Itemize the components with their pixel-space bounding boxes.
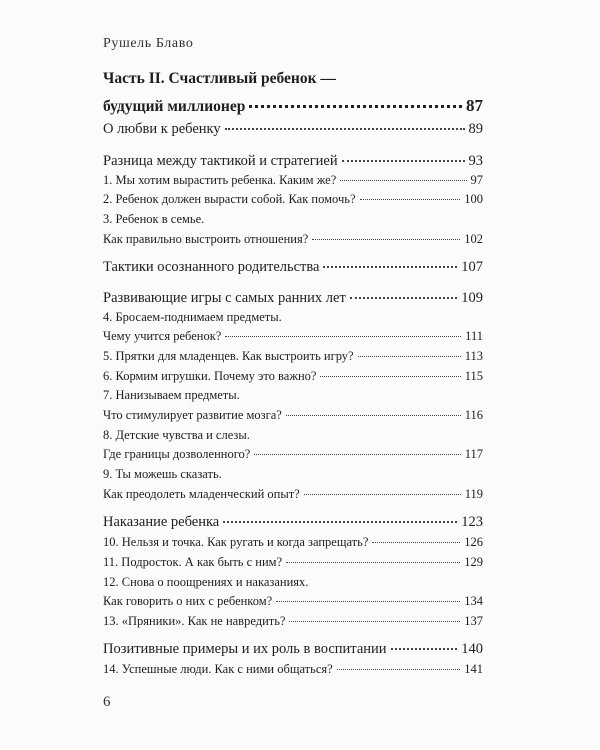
toc-subentry: [103, 212, 483, 227]
toc-subentry: [103, 310, 483, 325]
toc-entry-text: 13. «Пряники». Как не навредить?: [103, 614, 286, 628]
toc-subentry: [103, 555, 483, 570]
toc-subentry: [103, 173, 483, 188]
leader-dots: [304, 494, 461, 495]
leader-dots: [323, 266, 457, 268]
part-title-line1: [103, 70, 483, 88]
toc-entry-text: Как говорить о них с ребенком?: [103, 594, 273, 608]
toc-entry-page: 117: [464, 447, 483, 461]
toc-chapter: [103, 514, 483, 531]
leader-dots: [391, 648, 458, 650]
toc-chapter: [103, 153, 483, 170]
toc-entry-text: 3. Ребенок в семье.: [103, 212, 205, 226]
leader-dots: [276, 601, 460, 602]
leader-dots: [286, 415, 461, 416]
toc-entry-page: 100: [464, 192, 483, 206]
toc-entry-text: 8. Детские чувства и слезы.: [103, 428, 250, 442]
toc-entry-page: 129: [464, 555, 483, 569]
toc-entry-page: 115: [464, 369, 483, 383]
leader-dots: [358, 356, 461, 357]
leader-dots: [350, 297, 457, 299]
leader-dots: [372, 542, 460, 543]
toc-entry-page: 134: [464, 594, 483, 608]
toc-chapter: [103, 290, 483, 307]
toc-entry-page: 141: [464, 662, 483, 676]
leader-dots: [360, 199, 461, 200]
toc-chapter: [103, 259, 483, 276]
toc-subentry: [103, 369, 483, 384]
toc-entry-text: 9. Ты можешь сказать.: [103, 467, 222, 481]
part-title-line2: [103, 96, 483, 116]
toc-chapter: [103, 641, 483, 658]
toc-entry-page: 93: [468, 153, 483, 169]
toc-entry-page: 111: [465, 329, 483, 343]
toc-entry-page: 140: [461, 641, 483, 657]
page-number: 6: [103, 694, 111, 710]
toc-subentry: [103, 575, 483, 590]
toc-entry-page: 126: [464, 535, 483, 549]
leader-dots: [225, 336, 461, 337]
toc-entry-text: Чему учится ребенок?: [103, 329, 222, 343]
leader-dots: [340, 180, 466, 181]
toc-entry-text: О любви к ребенку: [103, 121, 221, 137]
toc-entry-page: 113: [464, 349, 483, 363]
part-page-number: 87: [466, 96, 483, 115]
toc-subentry: [103, 467, 483, 482]
toc-entry-text: 14. Успешные люди. Как с ними общаться?: [103, 662, 333, 676]
toc-entry-page: 137: [464, 614, 483, 628]
leader-dots: [337, 669, 461, 670]
toc-entry-text: 11. Подросток. А как быть с ним?: [103, 555, 283, 569]
leader-dots: [254, 454, 460, 455]
toc-subentry: [103, 408, 483, 423]
leader-dots: [286, 562, 460, 563]
toc-entry-text: 7. Нанизываем предметы.: [103, 388, 240, 402]
part-title-text: будущий миллионер: [103, 98, 246, 115]
toc-entry-page: 119: [464, 487, 483, 501]
leader-dots: [289, 621, 460, 622]
toc-subentry: [103, 447, 483, 462]
toc-subentry: [103, 614, 483, 629]
toc-subentry: [103, 428, 483, 443]
toc-subentry: [103, 594, 483, 609]
toc-entry-text: Где границы дозволенного?: [103, 447, 251, 461]
toc-entry-text: Что стимулирует развитие мозга?: [103, 408, 282, 422]
leader-dots: [312, 239, 460, 240]
toc-subentry: [103, 487, 483, 502]
toc-entry-text: 5. Прятки для младенцев. Как выстроить игру?: [103, 349, 354, 363]
leader-dots: [342, 160, 465, 162]
toc-subentry: [103, 388, 483, 403]
toc-entry-text: Позитивные примеры и их роль в воспитании: [103, 641, 387, 657]
toc-entry-text: Как правильно выстроить отношения?: [103, 232, 309, 246]
toc-entry-page: 97: [470, 173, 483, 187]
toc-chapter: [103, 121, 483, 138]
toc-entry-text: 10. Нельзя и точка. Как ругать и когда запрещать?: [103, 535, 369, 549]
leader-dots: [320, 376, 460, 377]
toc-entry-text: 2. Ребенок должен вырасти собой. Как помочь?: [103, 192, 356, 206]
toc-subentry: [103, 232, 483, 247]
toc-entry-page: 107: [461, 259, 483, 275]
toc-entry-text: Как преодолеть младенческий опыт?: [103, 487, 300, 501]
toc-entry-page: 123: [461, 514, 483, 530]
part-title-text: Часть II. Счастливый ребенок —: [103, 70, 336, 87]
toc-entry-page: 109: [461, 290, 483, 306]
leader-dots: [249, 105, 462, 108]
toc-entry-page: 89: [468, 121, 483, 137]
toc-entry-text: Тактики осознанного родительства: [103, 259, 320, 275]
toc-entry-text: 12. Снова о поощрениях и наказаниях.: [103, 575, 309, 589]
toc-subentry: [103, 535, 483, 550]
running-head: Рушель Блаво: [103, 36, 194, 51]
toc-subentry: [103, 329, 483, 344]
toc-entry-page: 102: [464, 232, 483, 246]
toc-subentry: [103, 192, 483, 207]
toc-entry-text: 1. Мы хотим вырастить ребенка. Каким же?: [103, 173, 337, 187]
toc-subentry: [103, 349, 483, 364]
toc-entry-text: Развивающие игры с самых ранних лет: [103, 290, 346, 306]
toc-subentry: [103, 662, 483, 677]
toc-entry-text: Разница между тактикой и стратегией: [103, 153, 338, 169]
toc-entry-page: 116: [464, 408, 483, 422]
leader-dots: [223, 521, 457, 523]
toc-entry-text: 4. Бросаем-поднимаем предметы.: [103, 310, 282, 324]
toc-entry-text: 6. Кормим игрушки. Почему это важно?: [103, 369, 317, 383]
leader-dots: [225, 128, 465, 130]
toc-entry-text: Наказание ребенка: [103, 514, 220, 530]
